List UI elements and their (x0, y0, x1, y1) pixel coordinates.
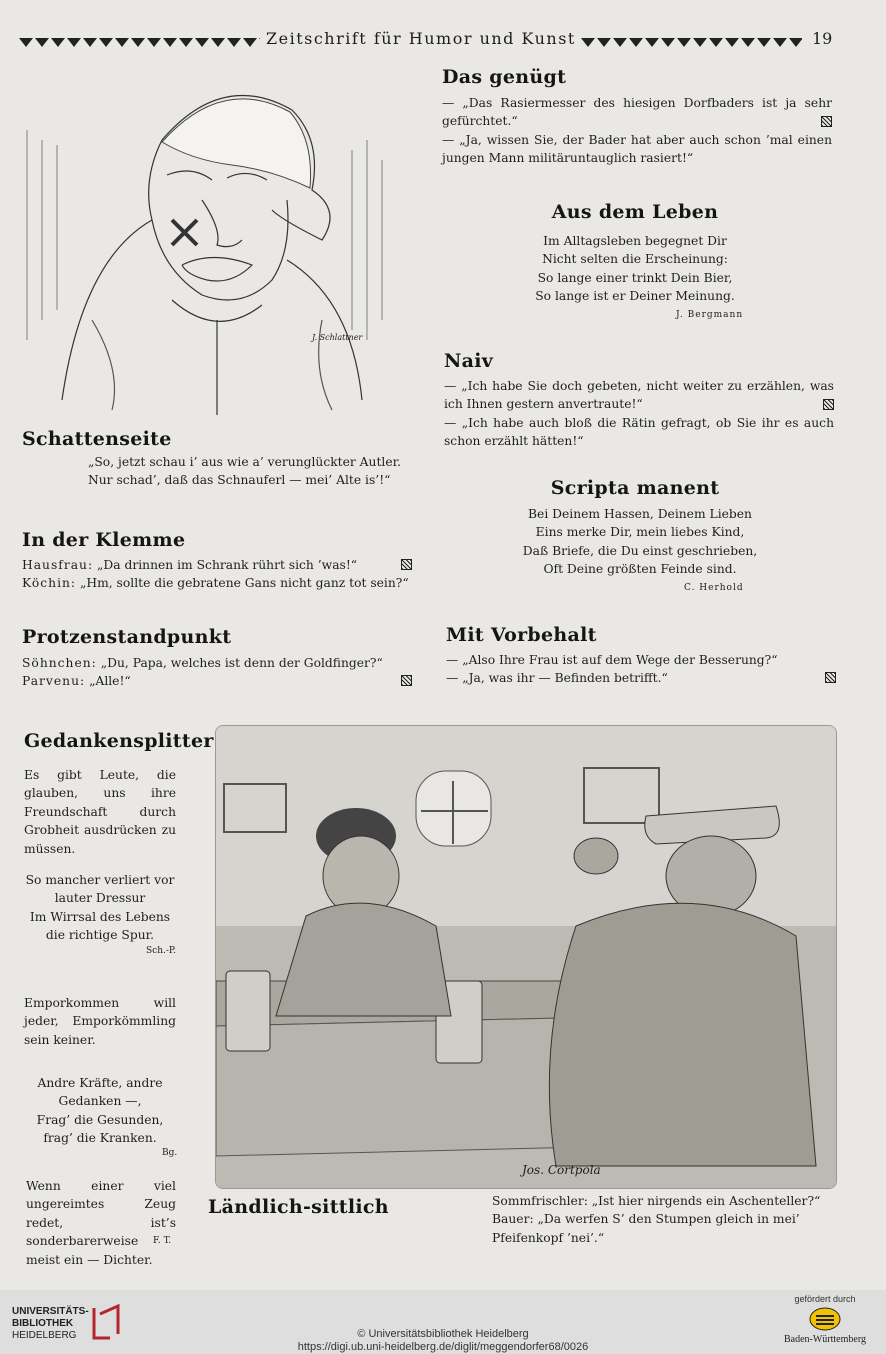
klemme-line1: Hausfrau: „Da drinnen im Schrank rührt sich ’was!“ (22, 556, 422, 574)
gedanken-author4: Bg. (162, 1148, 178, 1158)
copyright-text: © Universitätsbibliothek Heidelberg (357, 1328, 529, 1340)
tavern-artist-signature: Jos. Cortpola (522, 1163, 601, 1177)
gedanken-p1: Es gibt Leute, die glauben, uns ihre Freundschaft durch Grobheit ausdrücken zu müssen. (24, 768, 176, 856)
gedanken-author2: Sch.-P. (146, 946, 176, 956)
protzen-body (22, 654, 422, 691)
library-line1: UNIVERSITÄTS- (12, 1306, 89, 1317)
gedanken-verse2 (18, 871, 182, 945)
scripta-poem (500, 505, 780, 579)
poem-line: frag’ die Kranken. (43, 1131, 157, 1146)
klemme-body (22, 556, 422, 593)
poem-line: So mancher verliert vor (25, 873, 175, 887)
funded-by-text: gefördert durch (794, 1294, 856, 1304)
das-genuegt-title: Das genügt (442, 66, 567, 88)
section-end-mark-icon (825, 672, 836, 683)
naiv-line2: — „Ich habe auch bloß die Rätin gefragt, ob Sie ihr es auch schon erzählt hätten!“ (444, 415, 834, 449)
vorbehalt-body (446, 651, 838, 688)
page-number: 19 (812, 29, 833, 48)
aus-dem-leben-author: J. Bergmann (676, 310, 744, 320)
gedanken-title: Gedankensplitter (24, 730, 214, 752)
naiv-title: Naiv (444, 350, 494, 372)
poem-line: Eins merke Dir, mein liebes Kind, (535, 525, 745, 540)
scripta-title: Scripta manent (550, 477, 720, 499)
gedanken-p5: Wenn einer viel ungereimtes Zeug redet, ist’s sonderbarerweise meist ein — Dichter. (26, 1179, 176, 1267)
naiv-body (444, 377, 834, 451)
klemme-title: In der Klemme (22, 529, 186, 551)
section-end-mark-icon (401, 675, 412, 686)
digitization-footer (0, 1290, 886, 1354)
library-line2: BIBLIOTHEK (12, 1318, 74, 1329)
poem-line: Oft Deine größten Feinde sind. (543, 562, 737, 577)
funder-name: Baden-Württemberg (783, 1334, 866, 1345)
gedanken-verse4 (18, 1074, 182, 1148)
laendlich-line1: Sommfrischler: „Ist hier nirgends ein Aschenteller?“ (492, 1194, 821, 1208)
poem-line: So lange einer trinkt Dein Bier, (537, 270, 733, 285)
section-end-mark-icon (401, 559, 412, 570)
poem-line: So lange ist er Deiner Meinung. (535, 289, 735, 304)
poem-line: die richtige Spur. (45, 928, 155, 943)
aus-dem-leben-title: Aus dem Leben (551, 201, 719, 223)
header-rule-right (580, 36, 802, 50)
das-genuegt-line2: — „Ja, wissen Sie, der Bader hat aber auch schon ’mal einen jungen Mann militäruntauglich rasiert!“ (442, 132, 832, 166)
das-genuegt-line1: — „Das Rasiermesser des hiesigen Dorfbaders ist ja sehr gefürchtet.“ (442, 96, 832, 129)
tavern-scene-drawing (216, 726, 836, 1188)
poem-line: lauter Dressur (54, 891, 146, 906)
laendlich-body (492, 1192, 838, 1247)
state-crest-icon (808, 1306, 842, 1337)
schattenseite-title: Schattenseite (22, 428, 172, 450)
protzen-line2: Parvenu: „Alle!“ (22, 672, 422, 690)
poem-line: Nicht selten die Erscheinung: (542, 252, 728, 267)
illustration-tavern (215, 725, 837, 1189)
protzen-title: Protzenstandpunkt (22, 626, 232, 648)
klemme-line2: Köchin: „Hm, sollte die gebratene Gans nicht ganz tot sein?“ (22, 576, 409, 591)
das-genuegt-body (442, 94, 832, 168)
naiv-line1: — „Ich habe Sie doch gebeten, nicht weiter zu erzählen, was ich Ihnen gestern anvertraute!“ (444, 379, 834, 412)
schattenseite-line1: „So, jetzt schau i’ aus wie a’ verunglückter Autler. (88, 455, 402, 469)
section-end-mark-icon (821, 116, 832, 127)
poem-line: Frag’ die Gesunden, (36, 1112, 164, 1127)
illustration-bandaged-man (22, 70, 392, 415)
aus-dem-leben-poem (500, 232, 770, 306)
scripta-author: C. Herhold (684, 583, 744, 593)
laendlich-title: Ländlich-sittlich (208, 1196, 389, 1218)
protzen-line1: Söhnchen: „Du, Papa, welches ist denn der Goldfinger?“ (22, 656, 383, 670)
permalink-url[interactable]: https://digi.ub.uni-heidelberg.de/diglit/meggendorfer68/0026 (297, 1341, 589, 1353)
library-line3: HEIDELBERG (12, 1330, 77, 1341)
poem-line: Im Alltagsleben begegnet Dir (543, 234, 727, 248)
vorbehalt-line1: — „Also Ihre Frau ist auf dem Wege der Besserung?“ (446, 653, 778, 667)
gedanken-author5: F. T. (153, 1236, 172, 1246)
top-illustration-signature: J. Schlattner (312, 333, 363, 342)
vorbehalt-line2: — „Ja, was ihr — Befinden betrifft.“ (446, 669, 838, 687)
header-rule-left (18, 36, 260, 50)
poem-line: Gedanken —, (58, 1094, 142, 1109)
laendlich-line2: Bauer: „Da werfen S’ den Stumpen gleich in mei’ Pfeifenkopf ’nei’.“ (492, 1212, 800, 1245)
vorbehalt-title: Mit Vorbehalt (446, 624, 597, 646)
poem-line: Daß Briefe, die Du einst geschrieben, (522, 543, 758, 558)
poem-line: Andre Kräfte, andre (37, 1076, 163, 1090)
section-end-mark-icon (823, 399, 834, 410)
poem-line: Bei Deinem Hassen, Deinem Lieben (528, 507, 752, 521)
schattenseite-line2: Nur schad’, daß das Schnauferl — mei’ Alte is’!“ (88, 473, 391, 488)
bandaged-man-drawing (22, 70, 392, 415)
header-title: Zeitschrift für Humor und Kunst (266, 29, 576, 48)
gedanken-p3: Emporkommen will jeder, Emporkömmling sein keiner. (24, 996, 176, 1047)
poem-line: Im Wirrsal des Lebens (29, 909, 171, 924)
schattenseite-body (88, 453, 428, 490)
